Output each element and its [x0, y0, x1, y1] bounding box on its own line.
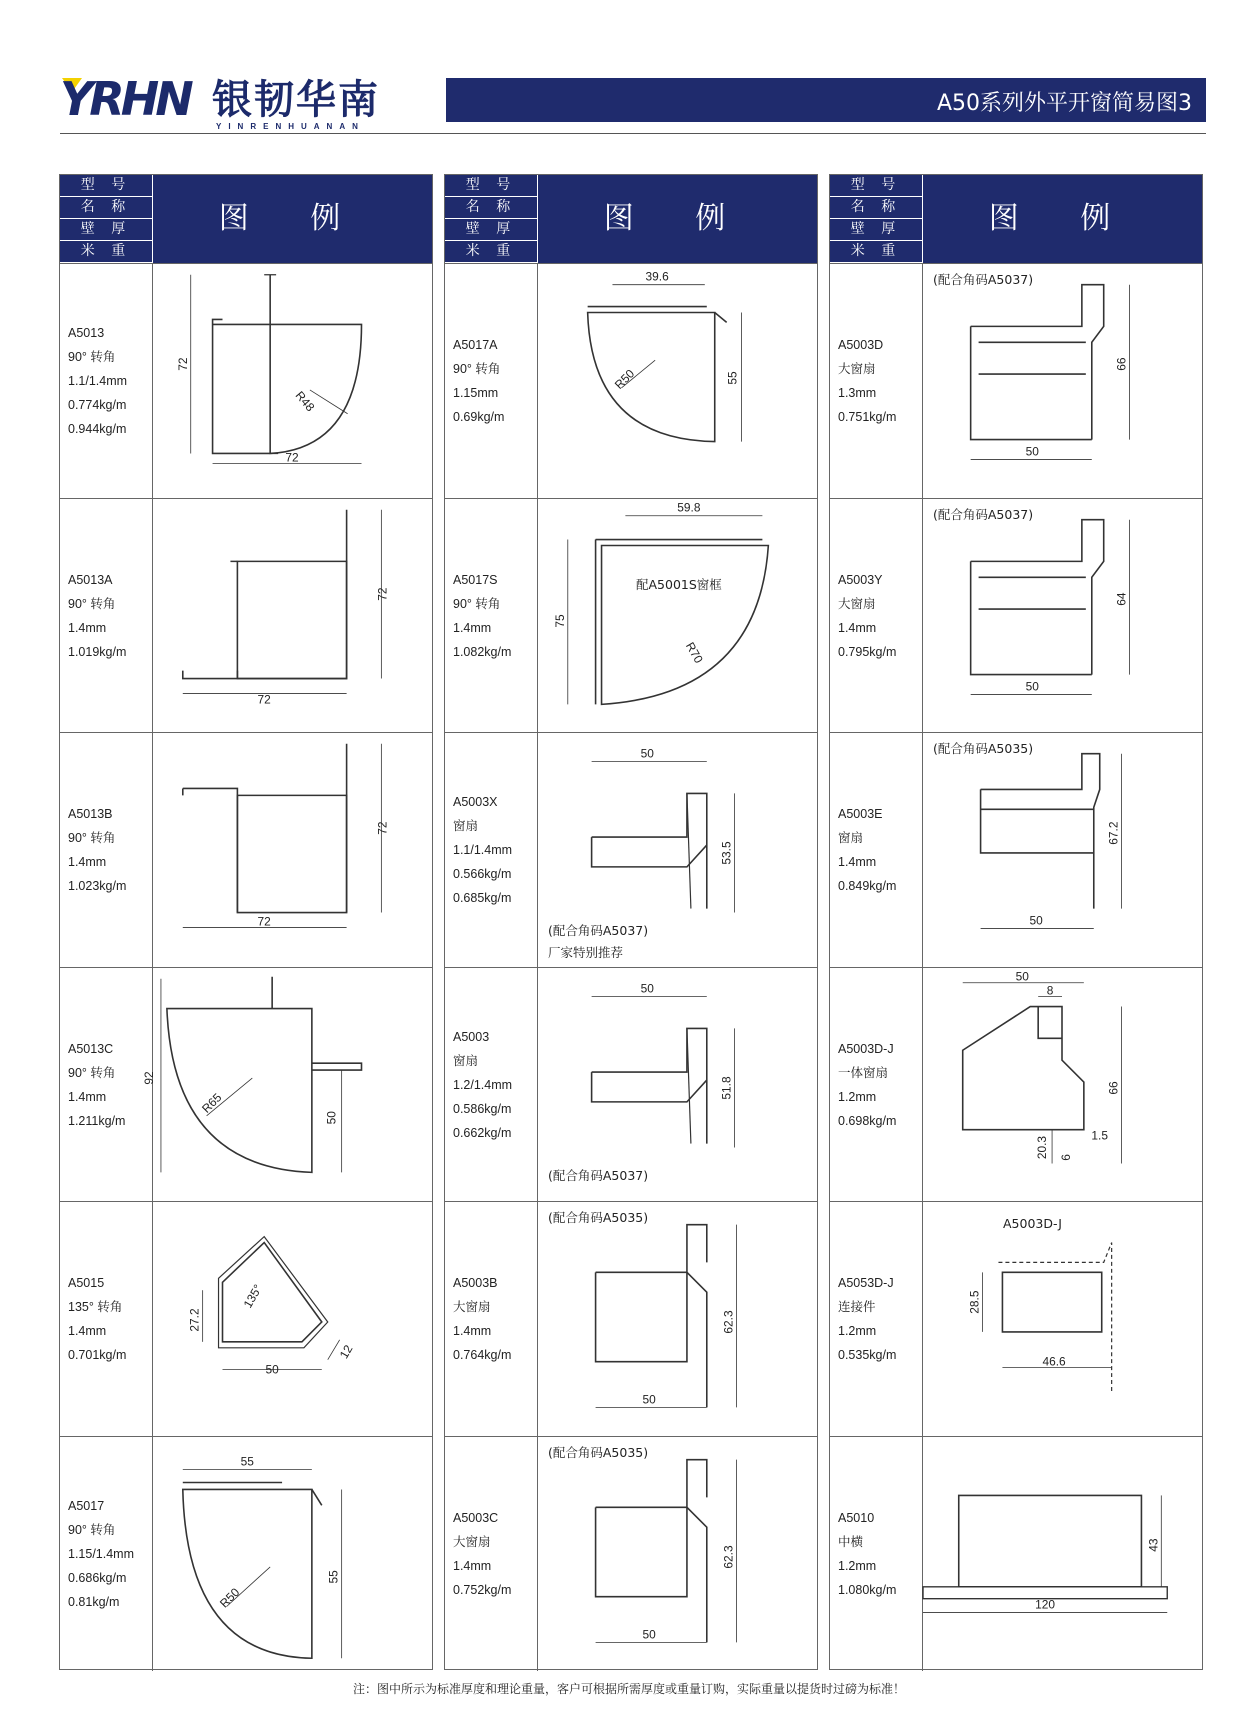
- profile-info: [60, 1202, 153, 1436]
- dimension-label: 55: [240, 1454, 254, 1469]
- profile-outline: [602, 545, 769, 704]
- dimension-label: 50: [1015, 969, 1029, 984]
- dimension-label: 46.6: [1042, 1355, 1066, 1370]
- header-legend: 图 例: [152, 175, 432, 263]
- profile-drawing: [153, 1437, 432, 1671]
- profile-diagram: [153, 733, 432, 967]
- dimension-label: 55: [725, 371, 740, 385]
- profile-info-line: 1.2mm: [838, 1324, 877, 1339]
- header-field-label: 名 称: [60, 197, 152, 219]
- dimension-label: 28.5: [967, 1290, 982, 1315]
- header-field-label: 壁 厚: [445, 219, 537, 241]
- profile-row: [830, 1201, 1202, 1436]
- profile-info-line: 0.849kg/m: [838, 879, 897, 894]
- profile-row: [445, 1436, 817, 1671]
- profile-diagram: [153, 1202, 432, 1436]
- profile-info-line: 大窗扇: [453, 1300, 491, 1315]
- profile-info: [445, 1202, 538, 1436]
- corner-code-note: (配合角码A5037): [933, 506, 1034, 522]
- profile-outline: [223, 1243, 322, 1342]
- profile-row: [60, 498, 432, 733]
- profile-info-line: 0.566kg/m: [453, 867, 512, 882]
- profile-info-line: 1.4mm: [68, 1324, 107, 1339]
- dimension-label: 20.3: [1035, 1135, 1050, 1159]
- profile-info-line: 0.685kg/m: [453, 891, 512, 906]
- header-fields: [60, 175, 152, 263]
- profile-row: [60, 732, 432, 967]
- profile-outline: [213, 275, 362, 454]
- header-legend: 图 例: [537, 175, 817, 263]
- profile-info-line: A5003C: [453, 1511, 499, 1525]
- profile-info-line: 0.586kg/m: [453, 1101, 512, 1116]
- dimension-label: 75: [552, 613, 567, 628]
- profile-info-line: 1.023kg/m: [68, 879, 127, 894]
- profile-outline: [1002, 1273, 1101, 1333]
- profile-info-line: A5013A: [68, 572, 113, 587]
- profile-row: [60, 967, 432, 1202]
- profile-drawing: [923, 1437, 1202, 1671]
- profile-info-line: 0.698kg/m: [838, 1113, 897, 1128]
- header-fields: [445, 175, 537, 263]
- profile-info: [445, 1437, 538, 1671]
- profile-row: [60, 263, 432, 498]
- profile-diagram: [153, 264, 432, 498]
- brand-logo: [60, 72, 440, 131]
- profile-info-line: 1.2mm: [838, 1089, 877, 1104]
- profile-info-line: A5013B: [68, 807, 113, 822]
- profile-info-line: 1.4mm: [68, 620, 107, 635]
- profile-row: [445, 732, 817, 967]
- profile-info-line: 1.2mm: [838, 1559, 877, 1573]
- inner-label: 配A5001S窗框: [636, 576, 722, 592]
- profile-info-line: 90° 转角: [68, 831, 116, 846]
- profile-info-line: 1.1/1.4mm: [68, 374, 128, 388]
- profile-drawing: [153, 499, 432, 733]
- dimension-label: 50: [642, 1627, 656, 1642]
- profile-drawing: [538, 1202, 817, 1436]
- profile-outline: [963, 1006, 1084, 1129]
- header-field-label: 米 重: [60, 241, 152, 263]
- profile-info: [830, 499, 923, 733]
- profile-info-line: 0.752kg/m: [453, 1583, 512, 1597]
- profile-info-line: 0.686kg/m: [68, 1571, 127, 1585]
- profile-info-line: 窗扇: [838, 831, 864, 846]
- dimension-label: 50: [640, 981, 654, 996]
- dimension-label: 67.2: [1106, 821, 1121, 845]
- profile-info-line: 1.080kg/m: [838, 1583, 897, 1597]
- profile-diagram: [923, 499, 1202, 733]
- dimension-label: 72: [375, 821, 390, 835]
- profile-row: [830, 967, 1202, 1202]
- profile-outline: [687, 1028, 691, 1143]
- profile-info-line: 1.2/1.4mm: [453, 1077, 513, 1092]
- profile-diagram: [153, 1437, 432, 1671]
- profile-info-line: 1.082kg/m: [453, 644, 512, 659]
- profile-info-line: 90° 转角: [453, 362, 501, 376]
- profile-info: [830, 1202, 923, 1436]
- profile-info-line: A5003B: [453, 1276, 498, 1291]
- profile-info-line: A5003D-J: [838, 1041, 894, 1056]
- profile-diagram: [538, 1437, 817, 1671]
- profile-diagram: [153, 499, 432, 733]
- profile-row: [445, 498, 817, 733]
- corner-code-note: (配合角码A5035): [548, 1210, 649, 1226]
- profile-diagram: [923, 968, 1202, 1202]
- dimension-label: 72: [175, 357, 190, 371]
- profile-outline: [183, 1483, 322, 1506]
- profile-info-line: 0.81kg/m: [68, 1595, 120, 1609]
- dimension-label: 43: [1146, 1538, 1161, 1552]
- header-legend: 图 例: [922, 175, 1202, 263]
- inner-label: A5003D-J: [1003, 1216, 1062, 1232]
- profile-diagram: [923, 1437, 1202, 1671]
- profile-drawing: [923, 499, 1202, 733]
- profile-outline: [588, 307, 727, 323]
- profile-info-line: A5010: [838, 1511, 875, 1525]
- dimension-label: 72: [375, 587, 390, 601]
- profile-info-line: 1.4mm: [838, 620, 877, 635]
- dimension-label: 66: [1106, 1081, 1121, 1095]
- profile-info: [60, 499, 153, 733]
- profile-outline: [237, 796, 346, 913]
- dimension-label: 59.8: [677, 500, 701, 515]
- panel-column-2: [444, 174, 818, 1670]
- profile-outline: [971, 285, 1104, 440]
- profile-outline: [998, 1243, 1111, 1392]
- profile-outline: [183, 509, 347, 678]
- header-field-label: 型 号: [60, 175, 152, 197]
- dimension-label: 62.3: [721, 1310, 736, 1334]
- profile-info-line: A5003X: [453, 795, 498, 810]
- page-title: A50系列外平开窗简易图3: [936, 91, 1192, 116]
- profile-outline: [981, 754, 1100, 909]
- profile-info-line: A5013C: [68, 1041, 114, 1056]
- profile-info-line: 0.69kg/m: [453, 410, 505, 424]
- profile-info-line: 1.3mm: [838, 386, 877, 400]
- profile-info-line: A5003: [453, 1029, 490, 1044]
- corner-code-note: (配合角码A5037): [548, 923, 649, 939]
- profile-info: [60, 968, 153, 1202]
- profile-row: [830, 732, 1202, 967]
- profile-info-line: 90° 转角: [68, 1523, 116, 1537]
- header-field-label: 米 重: [445, 241, 537, 263]
- profile-row: [445, 263, 817, 498]
- dimension-label: 50: [640, 746, 654, 761]
- profile-drawing: [538, 733, 817, 967]
- profile-drawing: [153, 1202, 432, 1436]
- profile-info-line: 0.774kg/m: [68, 398, 127, 412]
- dimension-label: 55: [326, 1570, 341, 1584]
- profile-info-line: 1.019kg/m: [68, 644, 127, 659]
- panel-column-1: [59, 174, 433, 1670]
- header-field-label: 壁 厚: [60, 219, 152, 241]
- profile-drawing: [538, 968, 817, 1202]
- profile-outline: [971, 519, 1104, 674]
- profile-info-line: A5017: [68, 1499, 105, 1513]
- dimension-label: 50: [642, 1392, 656, 1407]
- profile-row: [830, 263, 1202, 498]
- profile-row: [445, 1201, 817, 1436]
- dimension-label: R50: [216, 1585, 243, 1611]
- profile-drawing: [142, 968, 432, 1202]
- profile-info-line: 1.4mm: [838, 855, 877, 870]
- header-field-label: 型 号: [445, 175, 537, 197]
- profile-info-line: 0.944kg/m: [68, 422, 127, 436]
- dimension-label: 72: [285, 450, 299, 465]
- profile-info-line: 0.751kg/m: [838, 410, 897, 424]
- profile-info-line: 大窗扇: [838, 362, 876, 376]
- profile-info-line: 一体窗扇: [838, 1065, 889, 1080]
- profile-outline: [183, 1489, 312, 1658]
- profile-info-line: 大窗扇: [453, 1535, 491, 1549]
- dimension-label: 50: [1025, 679, 1039, 694]
- profile-outline: [588, 312, 715, 441]
- profile-info: [445, 264, 538, 498]
- profile-outline: [687, 794, 691, 909]
- profile-info-line: A5017A: [453, 338, 498, 352]
- profile-info-line: 90° 转角: [68, 596, 116, 611]
- logo-chinese-name: 银韧华南: [212, 77, 380, 123]
- profile-row: [60, 1201, 432, 1436]
- dimension-label: R48: [292, 388, 318, 415]
- profile-drawing: [538, 499, 817, 733]
- profile-diagram: [538, 1202, 817, 1436]
- profile-drawing: [538, 1437, 817, 1671]
- dimension-label: 27.2: [187, 1308, 202, 1332]
- dimension-label: 62.3: [721, 1545, 736, 1569]
- dimension-label: R70: [682, 639, 706, 666]
- profile-info-line: 1.4mm: [68, 1089, 107, 1104]
- profile-info: [830, 733, 923, 967]
- profile-info-line: 0.795kg/m: [838, 644, 897, 659]
- dimension-label: 50: [1029, 913, 1043, 928]
- profile-row: [830, 1436, 1202, 1671]
- profile-diagram: [923, 733, 1202, 967]
- profile-info: [445, 733, 538, 967]
- dimension-label: 53.5: [719, 841, 734, 865]
- dimension-label: 6: [1058, 1153, 1073, 1161]
- dimension-label: 72: [257, 691, 271, 706]
- corner-code-note: (配合角码A5037): [933, 272, 1034, 287]
- dimension-label: 12: [336, 1342, 356, 1362]
- profile-info-line: 0.701kg/m: [68, 1348, 127, 1363]
- profile-outline: [183, 744, 347, 913]
- dimension-label: 39.6: [645, 269, 669, 284]
- profile-info: [830, 264, 923, 498]
- profile-info: [830, 1437, 923, 1671]
- profile-drawing: [153, 733, 432, 967]
- profile-info-line: 0.662kg/m: [453, 1125, 512, 1140]
- dimension-label: 50: [265, 1362, 279, 1377]
- profile-info-line: 1.4mm: [453, 1324, 492, 1339]
- profile-outline: [264, 275, 278, 454]
- dimension-label: 66: [1114, 357, 1129, 371]
- dimension-label: 120: [1035, 1597, 1056, 1612]
- corner-code-note: (配合角码A5035): [548, 1445, 649, 1460]
- profile-info-line: 1.15mm: [453, 386, 499, 400]
- profile-info-line: 1.211kg/m: [68, 1113, 126, 1128]
- header-field-label: 米 重: [830, 241, 922, 263]
- profile-info-line: A5015: [68, 1276, 105, 1291]
- profile-info-line: 0.535kg/m: [838, 1348, 897, 1363]
- profile-info-line: 90° 转角: [68, 1065, 116, 1080]
- header-field-label: 名 称: [830, 197, 922, 219]
- footer-note: 注：图中所示为标准厚度和理论重量，客户可根据所需厚度或重量订购，实际重量以提货时过磅为标准！: [352, 1682, 905, 1696]
- profile-drawing: [538, 264, 817, 498]
- profile-info: [830, 968, 923, 1202]
- panel-column-3: [829, 174, 1203, 1670]
- profile-row: [445, 967, 817, 1202]
- header-field-label: 壁 厚: [830, 219, 922, 241]
- header-field-label: 型 号: [830, 175, 922, 197]
- profile-info-line: 135° 转角: [68, 1300, 123, 1315]
- logo-mark: YRHN: [60, 72, 190, 126]
- dimension-label: 8: [1046, 983, 1054, 998]
- profile-info: [445, 968, 538, 1202]
- profile-row: [60, 1436, 432, 1671]
- profile-info-line: A5003E: [838, 807, 883, 822]
- profile-diagram: [923, 1202, 1202, 1436]
- dimension-label: 92: [142, 1071, 156, 1085]
- profile-info: [60, 1437, 153, 1671]
- profile-info-line: 1.1/1.4mm: [453, 843, 513, 858]
- profile-diagram: [538, 499, 817, 733]
- profile-drawing: [923, 264, 1202, 498]
- profile-diagram: [923, 264, 1202, 498]
- profile-info: [60, 264, 153, 498]
- profile-outline: [237, 561, 346, 678]
- profile-info-line: 1.15/1.4mm: [68, 1547, 135, 1561]
- dimension-label: 135°: [240, 1282, 266, 1311]
- profile-info-line: 90° 转角: [453, 596, 501, 611]
- logo-english-name: YINRENHUANAN: [216, 122, 365, 131]
- profile-row: [830, 498, 1202, 733]
- dimension-label: R65: [199, 1090, 225, 1116]
- profile-outline: [1038, 1006, 1062, 1038]
- dimension-label: 50: [1025, 444, 1039, 459]
- profile-info-line: 中横: [838, 1535, 864, 1549]
- header-field-label: 名 称: [445, 197, 537, 219]
- profile-info-line: 大窗扇: [838, 596, 876, 611]
- profile-drawing: [923, 968, 1202, 1202]
- profile-info-line: 窗扇: [453, 1053, 479, 1068]
- recommend-note: 厂家特别推荐: [548, 945, 624, 961]
- corner-code-note: (配合角码A5037): [548, 1167, 649, 1183]
- profile-diagram: [538, 264, 817, 498]
- dimension-label: 1.5: [1091, 1128, 1109, 1143]
- profile-info-line: 连接件: [838, 1300, 876, 1315]
- title-bar: [446, 78, 1206, 122]
- header-fields: [830, 175, 922, 263]
- dimension-label: 51.8: [719, 1076, 734, 1100]
- header-rule: [60, 133, 1206, 134]
- profile-info-line: 窗扇: [453, 819, 479, 834]
- profile-info-line: 0.764kg/m: [453, 1348, 512, 1363]
- dimension-label: R50: [611, 366, 638, 392]
- profile-outline: [596, 1225, 707, 1408]
- profile-outline: [167, 1008, 312, 1172]
- profile-info-line: A5003D: [838, 338, 884, 352]
- profile-info-line: A5053D-J: [838, 1276, 894, 1291]
- dimension-label: 50: [324, 1110, 339, 1125]
- profile-drawing: [923, 733, 1202, 967]
- profile-info: [445, 499, 538, 733]
- profile-info-line: 1.4mm: [453, 620, 492, 635]
- corner-code-note: (配合角码A5035): [933, 741, 1034, 757]
- profile-info-line: 90° 转角: [68, 350, 116, 364]
- profile-drawing: [153, 264, 432, 498]
- dimension-label: 72: [257, 914, 271, 929]
- profile-info-line: 1.4mm: [68, 855, 107, 870]
- profile-info-line: A5017S: [453, 572, 498, 587]
- profile-outline: [596, 1460, 707, 1643]
- profile-outline: [596, 539, 763, 704]
- dimension-label: 64: [1114, 592, 1129, 606]
- profile-outline: [219, 1237, 328, 1348]
- profile-drawing: [923, 1202, 1202, 1436]
- profile-info: [60, 733, 153, 967]
- profile-info-line: A5003Y: [838, 572, 883, 587]
- profile-diagram: [142, 968, 432, 1202]
- profile-outline: [272, 977, 361, 1070]
- profile-info-line: A5013: [68, 326, 105, 340]
- profile-info-line: 1.4mm: [453, 1559, 492, 1573]
- profile-outline: [959, 1495, 1142, 1586]
